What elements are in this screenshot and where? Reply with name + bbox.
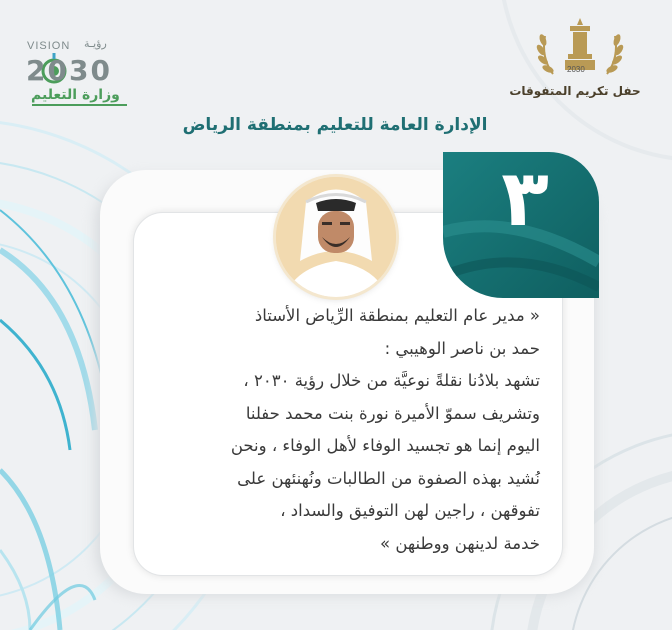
quote-line: خدمة لدينهن ووطنهن » <box>379 533 540 553</box>
quote-line: « مدير عام التعليم بمنطقة الرِّياض الأستاذ <box>254 306 540 325</box>
page-title: الإدارة العامة للتعليم بمنطقة الرياض <box>182 115 488 135</box>
vision-label: VISION <box>27 40 71 52</box>
ceremony-logo-year: 2030 <box>567 65 585 74</box>
quote-line: تفوقهن ، راجين لهن التوفيق والسداد ، <box>280 501 540 520</box>
vision-arabic-label: رؤيـة <box>84 37 107 50</box>
quote-line: وتشريف سموّ الأميرة نورة بنت محمد حفلنا <box>245 403 540 423</box>
quote-line: اليوم إنما هو تجسيد الوفاء لأهل الوفاء ، ونحن <box>230 436 540 455</box>
quote-line: تشهد بلادُنا نقلةً نوعيَّة من خلال رؤية ٢٠٣٠ ، <box>243 371 540 390</box>
ministry-name: وزارة التعليم <box>31 87 120 103</box>
trophy-laurel-icon <box>535 16 625 90</box>
quote-line: نُشيد بهذه الصفوة من الطالبات ونُهنئهن على <box>237 468 540 488</box>
avatar <box>276 177 396 297</box>
badge-number: ٣ <box>501 154 549 244</box>
ceremony-title: حفل تكريم المتفوقات <box>509 84 641 98</box>
quote-line: حمد بن ناصر الوهيبي : <box>384 338 540 358</box>
vision-year: 2030 <box>26 54 112 87</box>
quote-text <box>170 300 540 560</box>
